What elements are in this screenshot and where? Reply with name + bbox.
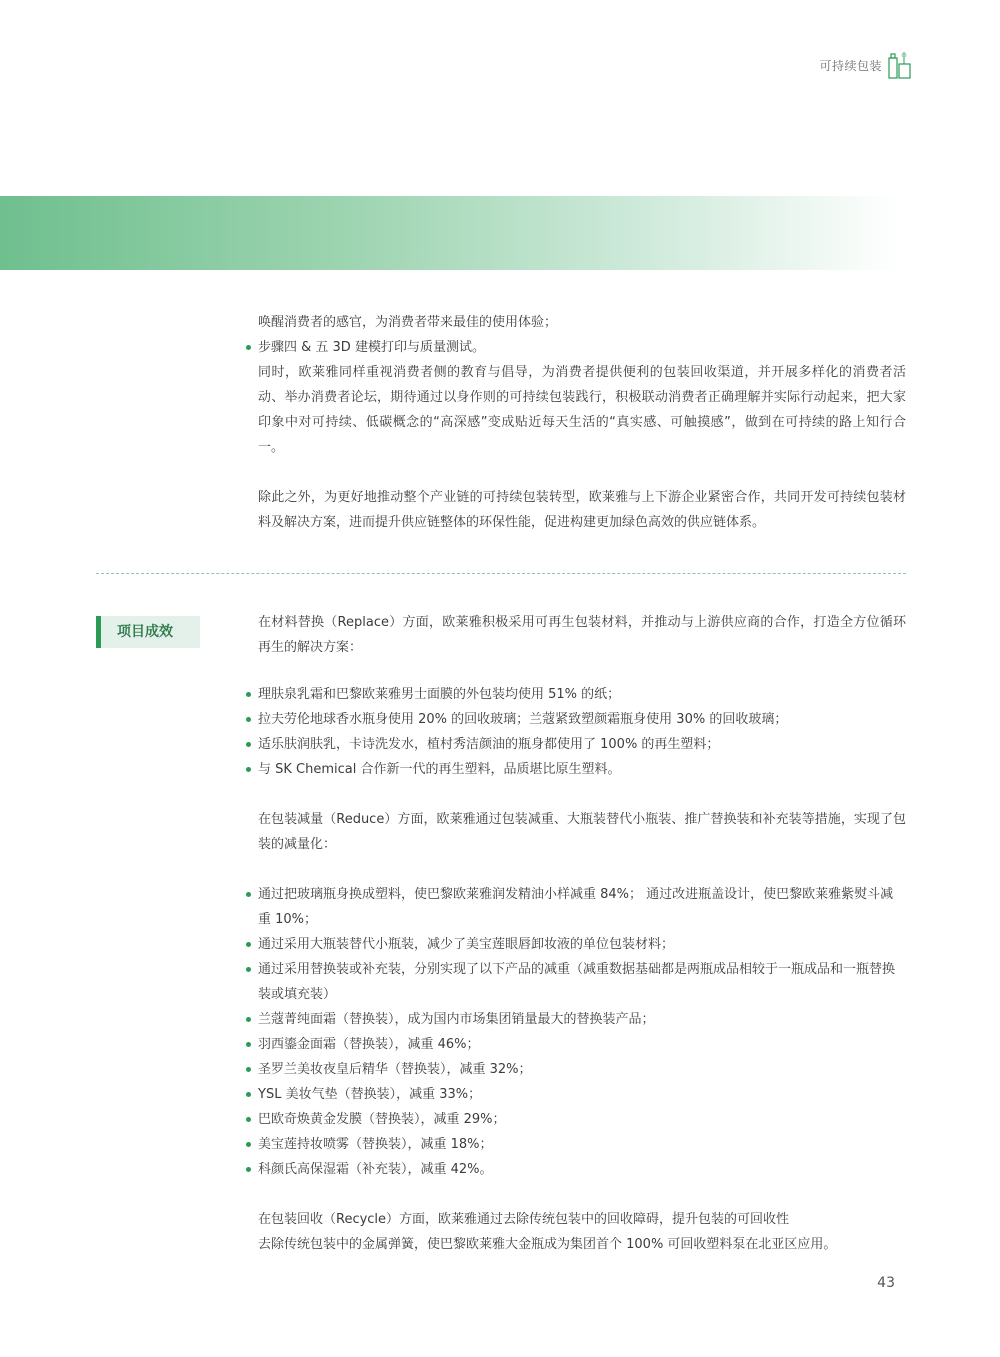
list-item: 与 SK Chemical 合作新一代的再生塑料，品质堪比原生塑料。 [258, 757, 906, 782]
recycle-line-1: 在包装回收（Recycle）方面，欧莱雅通过去除传统包装中的回收障碍，提升包装的可回收性 [258, 1212, 790, 1227]
reduce-intro: 在包装减量（Reduce）方面，欧莱雅通过包装减重、大瓶装替代小瓶装、推广替换装和补充装等措施，实现了包装的减量化： [258, 812, 906, 852]
list-item: 科颜氏高保湿霜（补充装），减重 42%。 [258, 1157, 906, 1182]
reduce-list [258, 882, 906, 1182]
intro-line: 唤醒消费者的感官，为消费者带来最佳的使用体验； [258, 315, 558, 330]
intro-block [258, 310, 906, 535]
recycle-line-2: 去除传统包装中的金属弹簧，使巴黎欧莱雅大金瓶成为集团首个 100% 可回收塑料泵在北亚区应用。 [258, 1237, 837, 1252]
header-band [0, 196, 900, 270]
replace-list [258, 682, 906, 782]
list-item: 通过把玻璃瓶身换成塑料，使巴黎欧莱雅润发精油小样减重 84%； 通过改进瓶盖设计，使巴黎欧莱雅紫熨斗减重 10%； [258, 882, 906, 932]
list-item: 通过采用大瓶装替代小瓶装，减少了美宝莲眼唇卸妆液的单位包装材料； [258, 932, 906, 957]
list-item: YSL 美妆气垫（替换装），减重 33%； [258, 1082, 906, 1107]
list-item: 羽西鎏金面霜（替换装），减重 46%； [258, 1032, 906, 1057]
list-item: 通过采用替换装或补充装，分别实现了以下产品的减重（减重数据基础都是两瓶成品相较于一瓶成品和一瓶替换装或填充装） [258, 957, 906, 1007]
list-item: 美宝莲持妆喷雾（替换装），减重 18%； [258, 1132, 906, 1157]
results-block [258, 610, 906, 1257]
replace-intro: 在材料替换（Replace）方面，欧莱雅积极采用可再生包装材料，并推动与上游供应商的合作，打造全方位循环再生的解决方案： [258, 615, 906, 655]
section-divider [96, 573, 906, 574]
list-item: 圣罗兰美妆夜皇后精华（替换装），减重 32%； [258, 1057, 906, 1082]
intro-paragraph-2: 除此之外，为更好地推动整个产业链的可持续包装转型，欧莱雅与上下游企业紧密合作，共同开发可持续包装材料及解决方案，进而提升供应链整体的环保性能，促进构建更加绿色高效的供应链体系。 [258, 490, 906, 530]
intro-paragraph-1: 同时，欧莱雅同样重视消费者侧的教育与倡导，为消费者提供便利的包装回收渠道，并开展多样化的消费者活动、举办消费者论坛，期待通过以身作则的可持续包装践行，积极联动消费者正确理解并实际行动起来，把大家印象中对可持续、低碳概念的“高深感”变成贴近每天生活的“真实感、可触摸感”，做到在可持续的路上知行合一。 [258, 365, 906, 455]
list-item: 拉夫劳伦地球香水瓶身使用 20% 的回收玻璃；兰蔻紧致塑颜霜瓶身使用 30% 的回收玻璃； [258, 707, 906, 732]
step-bullet: 步骤四 & 五 3D 建模打印与质量测试。 [258, 335, 906, 360]
list-item: 巴欧奇焕黄金发膜（替换装），减重 29%； [258, 1107, 906, 1132]
packaging-icon [888, 50, 912, 80]
section-tag: 项目成效 [96, 616, 200, 648]
list-item: 适乐肤润肤乳，卡诗洗发水，植村秀洁颜油的瓶身都使用了 100% 的再生塑料； [258, 732, 906, 757]
list-item: 理肤泉乳霜和巴黎欧莱雅男士面膜的外包装均使用 51% 的纸； [258, 682, 906, 707]
list-item: 兰蔻菁纯面霜（替换装），成为国内市场集团销量最大的替换装产品； [258, 1007, 906, 1032]
header-title: 可持续包装 [819, 59, 882, 73]
page-number: 43 [877, 1275, 895, 1291]
